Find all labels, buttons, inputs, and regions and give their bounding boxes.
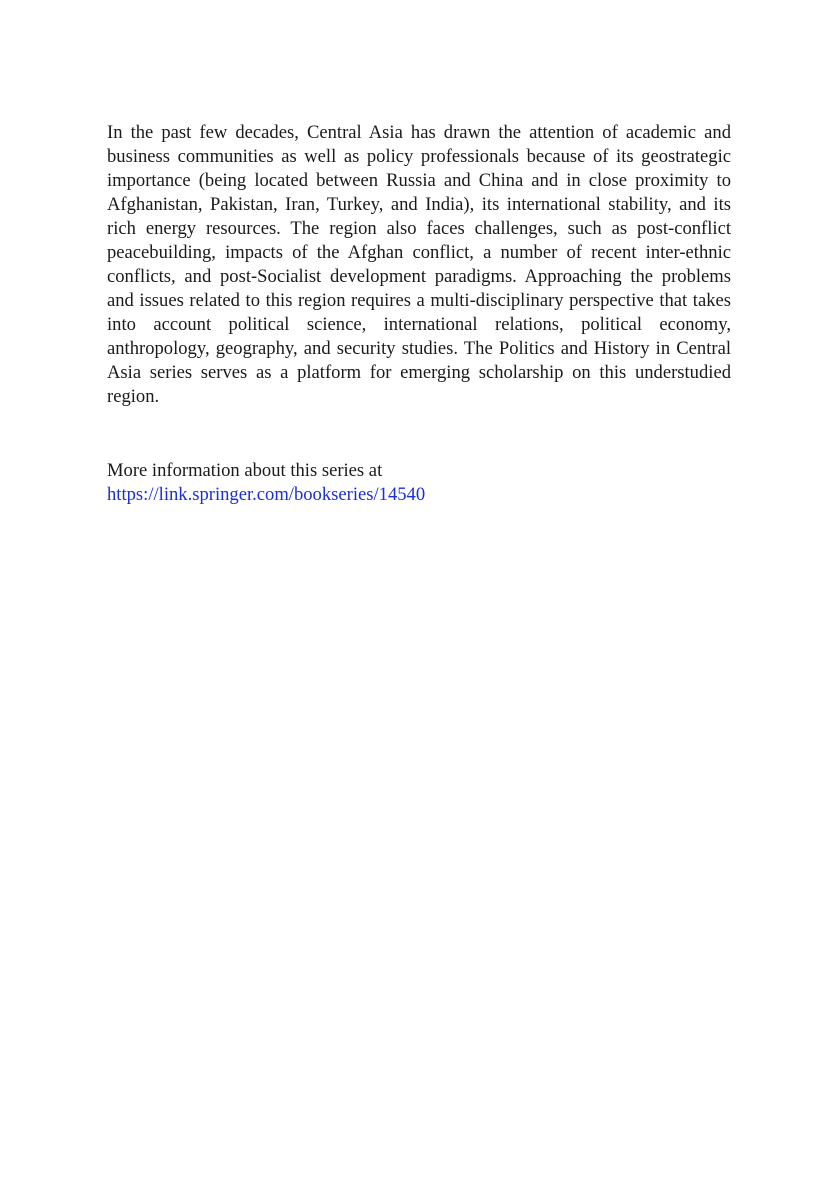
more-info-label: More information about this series at — [107, 460, 383, 481]
page-content — [107, 121, 731, 507]
series-description: In the past few decades, Central Asia has drawn the attention of academic and business communities as well as policy professionals because of its geostrategic importance (being located between Russia and China and in close proximity to Afghanistan, Pakistan, Iran, Turkey, and India), its international stability, and its rich energy resources. The region also faces challenges, such as post-conflict peacebuilding, impacts of the Afghan conflict, a number of recent inter-ethnic conflicts, and post-Socialist development paradigms. Approaching the problems and issues related to this region requires a multi-disciplinary perspective that takes into account political science, international relations, political economy, anthropology, geography, and security studies. The Politics and History in Central Asia series serves as a platform for emerging scholarship on this understudied region. — [107, 122, 731, 407]
more-info-block — [107, 459, 731, 507]
series-link[interactable]: https://link.springer.com/bookseries/14540 — [107, 484, 426, 505]
